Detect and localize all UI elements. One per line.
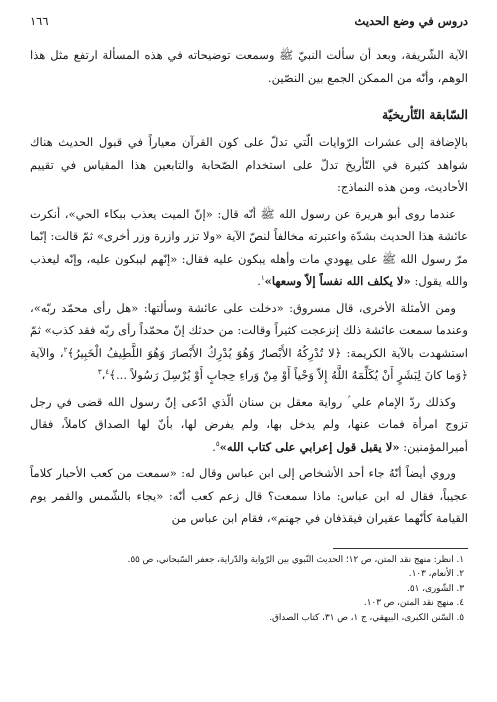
paragraph-2: عندما روى أبو هريرة عن رسول الله ﷺ أنّه قال: «إنّ الميت يعذب ببكاء الحي»، أنكرت عائشة هذا الحديث بشدّة واعتبرته مخالفاً لنصّ الآية «ولا تزر وازرة وزر أخرى» ثمّ قالت: إنّما مرّ رسول الله ﷺ على يهودي مات وأهله يبكون عليه فقال: «إنّهم ليبكون عليه، وإنّه ليعذب والله يقول: «لا يكلف الله نفساً إلاّ وسعها»$^١$. — [30, 206, 468, 288]
paragraph-3: ومن الأمثلة الأخرى، قال مسروق: «دخلت على عائشة وسألتها: «هل رأى محمّد ربّه»، وعندما سمعت عائشة ذلك إنزعجت كثيراً وقالت: من حدثك إنّ محمّداً رأى ربّه فقد كذب» ثمّ استشهدت بالآية الكريمة: ﴿لا تُدْرِكُهُ الأَبْصارُ وَهُوَ يُدْرِكُ الأَبْصارَ وَهُوَ اللَّطِيفُ الْخَبِيرُ﴾$^٢$، والآية ﴿وَما كانَ لِبَشَرٍ أَنْ يُكَلِّمَهُ اللَّهُ إِلاّ وَحْياً أَوْ مِنْ وَراءِ حِجابٍ أَوْ يُرْسِلَ رَسُولاً ...﴾$^٣$،$^٤$ — [30, 300, 468, 382]
imam-quote: «لا يقبل قول إعرابي على كتاب الله» — [219, 439, 400, 454]
paragraph-1: بالإضافة إلى عشرات الرّوايات الّتي تدلّ على كون القرآن معياراً في قبول الحديث هناك شواهد كثيرة في التّأريخ تدلّ على استخدام الصّحابة والتابعين هذا المقياس في تقييم الأحاديث، ومن هذه النماذج: — [30, 135, 468, 194]
quran-quote-1: «لا يكلف الله نفساً إلاّ وسعها» — [264, 274, 411, 288]
footnote-4: ٤. منهج نقد المتن، ص ١٠٣. — [363, 598, 464, 609]
paragraph-5: وروي أيضاً أنّهُ جاء أحد الأشخاص إلى ابن عباس وقال له: «سمعت من كعب الأحبار كلاماً عجيباً، فقال له ابن عباس: ماذا سمعت؟ قال زعم كعب أنّه: «يجاء بالشّمس والقمر يوم القيامة كأنّهما عقيران فيقذفان في جهنم»، فقام ابن عباس من — [30, 466, 468, 525]
paragraph-3-text: ومن الأمثلة الأخرى، قال مسروق: «دخلت على عائشة وسألتها: «هل رأى محمّد ربّه»، وعندما سمعت عائشة ذلك إنزعجت كثيراً وقالت: من حدثك إنّ محمّداً رأى ربّه فقد كذب» ثمّ استشهدت بالآية الكريمة: ﴿لا تُدْرِكُهُ الأَبْصارُ وَهُوَ يُدْرِكُ الأَبْصارَ وَهُوَ اللَّطِيفُ الْخَبِيرُ﴾ — [30, 300, 468, 360]
footnote-ref-1[interactable]: ١ — [260, 274, 265, 283]
paragraph-2-text: عندما روى أبو هريرة عن رسول الله ﷺ أنّه قال: «إنّ الميت يعذب ببكاء الحي»، أنكرت عائشة هذا الحديث بشدّة واعتبرته مخالفاً لنصّ الآية «ولا تزر وازرة وزر أخرى» ثمّ قالت: إنّما مرّ رسول الله ﷺ على يهودي مات وأهله يبكون عليه فقال: «إنّهم ليبكون عليه، وإنّه ليعذب والله يقول: — [30, 206, 468, 288]
footnote-ref-3[interactable]: ٣ — [97, 368, 102, 377]
section-heading: السّابقة التّأريخيّة — [381, 107, 468, 122]
intro-paragraph: الآية الشّريفة، وبعد أن سألت النبيّ ﷺ وسمعت توضيحاته في هذه المسألة ارتفع مثل هذا الوهم، وأنّه من الممكن الجمع بين النصّين. — [30, 48, 468, 85]
page-header — [30, 14, 468, 40]
footnote-3: ٣. الشّورى، ٥١. — [407, 583, 464, 594]
page-number: ١٦٦ — [30, 14, 49, 28]
footnote-2: ٢. الأنعام، ١٠٣. — [408, 569, 464, 580]
footnote-ref-2[interactable]: ٢ — [63, 345, 68, 354]
footnote-5: ٥. السّنن الكبرى، البيهقي، ج ١، ص ٣١، كتاب الصداق. — [269, 612, 464, 623]
footnote-ref-5[interactable]: ٥ — [215, 439, 220, 448]
footnote-1: ١. انظر: منهج نقد المتن، ص ١٢؛ الحديث النّبوي بين الرّواية والدّراية، جعفر السّبحاني، ص ٥٥. — [127, 554, 464, 565]
paragraph-4: وكذلك ردّ الإمام علي ؑ رواية معقل بن سنان الّذي ادّعى إنّ رسول الله قضى في رجل تزوج امرأة فمات عنها، ولم يدخل بها، ولم يفرض لها، بأنّ لها الصداق كاملاً، فقال أميرالمؤمنين: «لا يقبل قول إعرابي على كتاب الله»$^٥$. — [30, 394, 468, 454]
footnote-separator — [333, 548, 468, 549]
running-title: دروس في وضع الحديث — [354, 14, 468, 28]
paragraph-4-text: وكذلك ردّ الإمام علي ؑ رواية معقل بن سنان الّذي ادّعى إنّ رسول الله قضى في رجل تزوج امرأة فمات عنها، ولم يدخل بها، ولم يفرض لها، بأنّ لها الصداق كاملاً، فقال أميرالمؤمنين: — [30, 394, 468, 454]
footnotes — [30, 553, 468, 626]
footnote-ref-4[interactable]: ٤ — [105, 368, 110, 377]
document-page — [30, 14, 468, 694]
paragraph-3-verse: ، والآية ﴿وَما كانَ لِبَشَرٍ أَنْ يُكَلِّمَهُ اللَّهُ إِلاّ وَحْياً أَوْ مِنْ وَراءِ حِجابٍ أَوْ يُرْسِلَ رَسُولاً ...﴾ — [30, 345, 468, 382]
